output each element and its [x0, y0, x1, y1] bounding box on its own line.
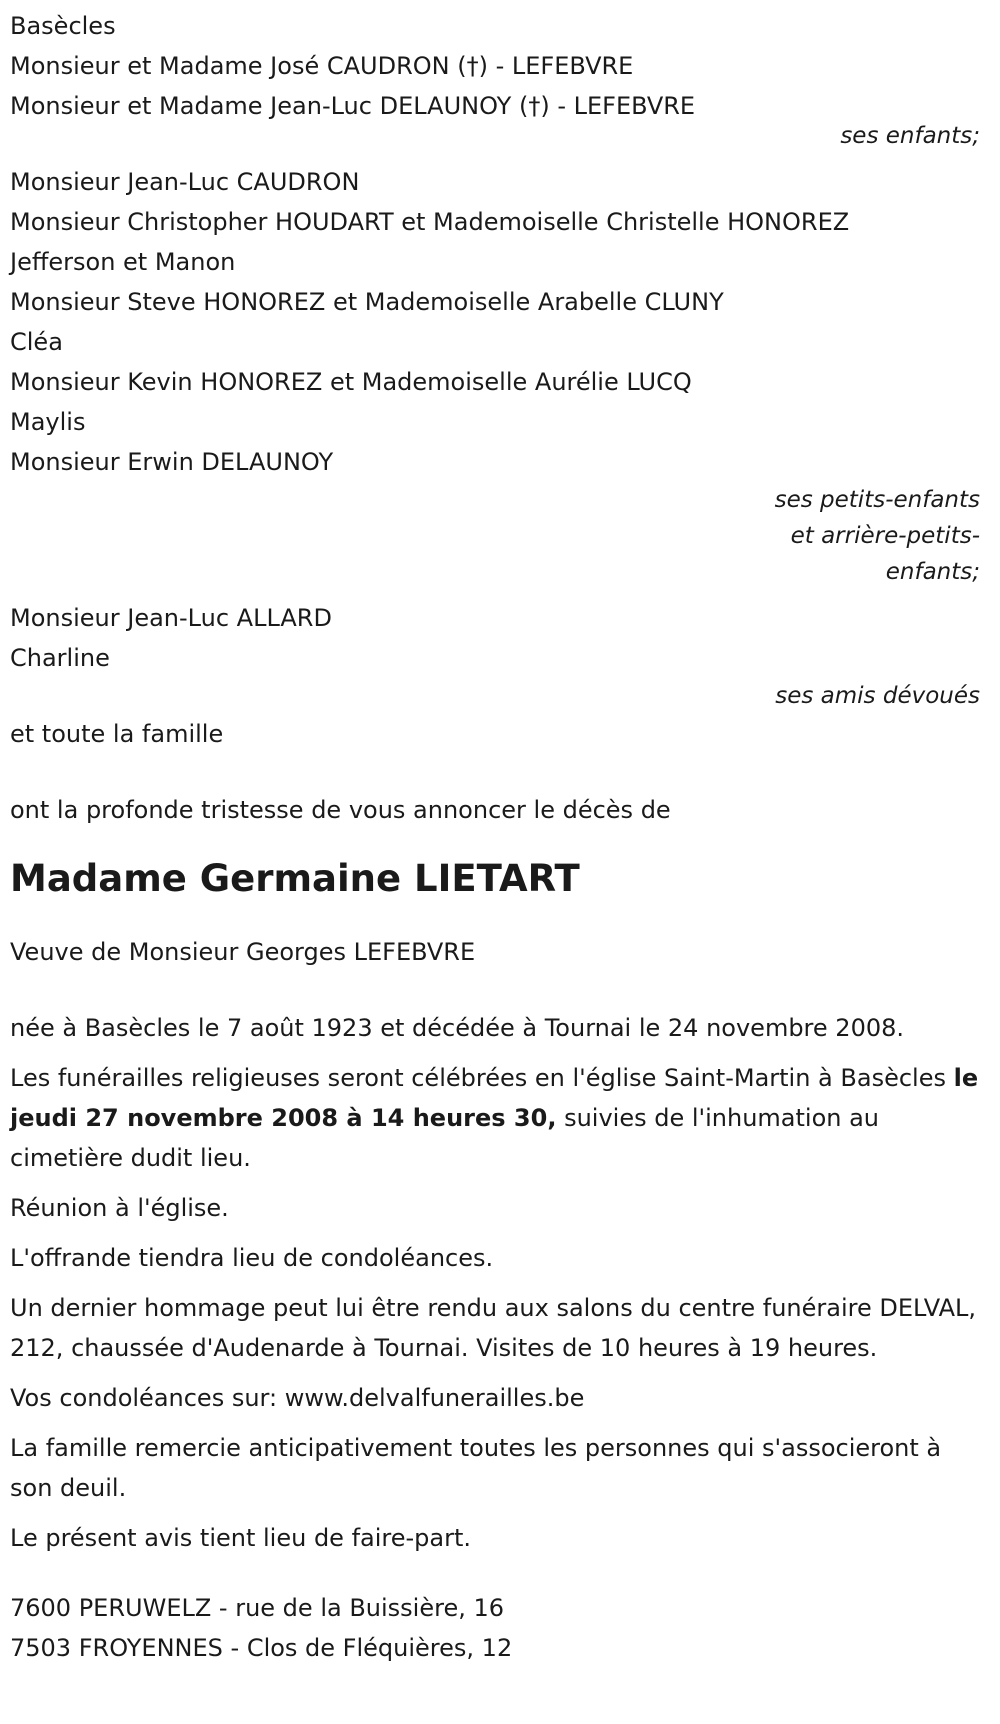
friend-line: Monsieur Jean-Luc ALLARD — [10, 604, 332, 632]
family-line: et toute la famille — [10, 720, 224, 748]
paragraph: Un dernier hommage peut lui être rendu aux salons du centre funéraire DELVAL, 212, chaussée d'Audenarde à Tournai. Visites de 10 heures à 19 heures. — [10, 1294, 977, 1362]
grandchildren-role: ses petits-enfants — [774, 487, 980, 513]
funeral-text-before: Les funérailles religieuses seront célébrées en l'église Saint-Martin à Basècles — [10, 1064, 954, 1092]
grandchild-line: Monsieur Christopher HOUDART et Mademoiselle Christelle HONOREZ — [10, 208, 850, 236]
funeral-details — [10, 1058, 990, 1178]
children-role: ses enfants; — [840, 123, 980, 149]
grandchild-line: Cléa — [10, 328, 63, 356]
children-line: Monsieur et Madame Jean-Luc DELAUNOY (†) - LEFEBVRE — [10, 92, 696, 120]
grandchildren-role: et arrière-petits- — [790, 523, 980, 549]
paragraph: La famille remercie anticipativement toutes les personnes qui s'associeront à son deuil. — [10, 1434, 942, 1502]
grandchild-line: Maylis — [10, 408, 86, 436]
friends-section — [10, 598, 990, 714]
funeral-date-time: le jeudi 27 novembre 2008 à 14 heures 30, — [10, 1064, 979, 1132]
grandchild-line: Monsieur Kevin HONOREZ et Mademoiselle Aurélie LUCQ — [10, 368, 692, 396]
grandchildren-role: enfants; — [885, 559, 980, 585]
grandchild-line: Monsieur Jean-Luc CAUDRON — [10, 168, 360, 196]
grandchild-line: Jefferson et Manon — [10, 248, 236, 276]
birth-death-dates: née à Basècles le 7 août 1923 et décédée à Tournai le 24 novembre 2008. — [10, 1014, 904, 1042]
paragraph: Réunion à l'église. — [10, 1194, 229, 1222]
grandchild-line: Monsieur Erwin DELAUNOY — [10, 448, 334, 476]
paragraph: L'offrande tiendra lieu de condoléances. — [10, 1244, 494, 1272]
children-line: Basècles — [10, 12, 116, 40]
children-line: Monsieur et Madame José CAUDRON (†) - LEFEBVRE — [10, 52, 634, 80]
children-section — [10, 6, 990, 154]
address-line: 7600 PERUWELZ - rue de la Buissière, 16 — [10, 1594, 505, 1622]
widow-of: Veuve de Monsieur Georges LEFEBVRE — [10, 938, 476, 966]
friend-line: Charline — [10, 644, 110, 672]
address-line: 7503 FROYENNES - Clos de Fléquières, 12 — [10, 1634, 513, 1662]
condolences-website: Vos condoléances sur: www.delvalfunerailles.be — [10, 1384, 585, 1412]
grandchild-line: Monsieur Steve HONOREZ et Mademoiselle Arabelle CLUNY — [10, 288, 724, 316]
funeral-text-after: suivies de l'inhumation au cimetière dudit lieu. — [10, 1104, 880, 1172]
addresses — [10, 1588, 990, 1668]
deceased-name: Madame Germaine LIETART — [10, 857, 580, 900]
announcement-text: ont la profonde tristesse de vous annoncer le décès de — [10, 796, 671, 824]
grandchildren-section — [10, 162, 990, 590]
friends-role: ses amis dévoués — [775, 683, 980, 709]
paragraph: Le présent avis tient lieu de faire-part. — [10, 1524, 472, 1552]
